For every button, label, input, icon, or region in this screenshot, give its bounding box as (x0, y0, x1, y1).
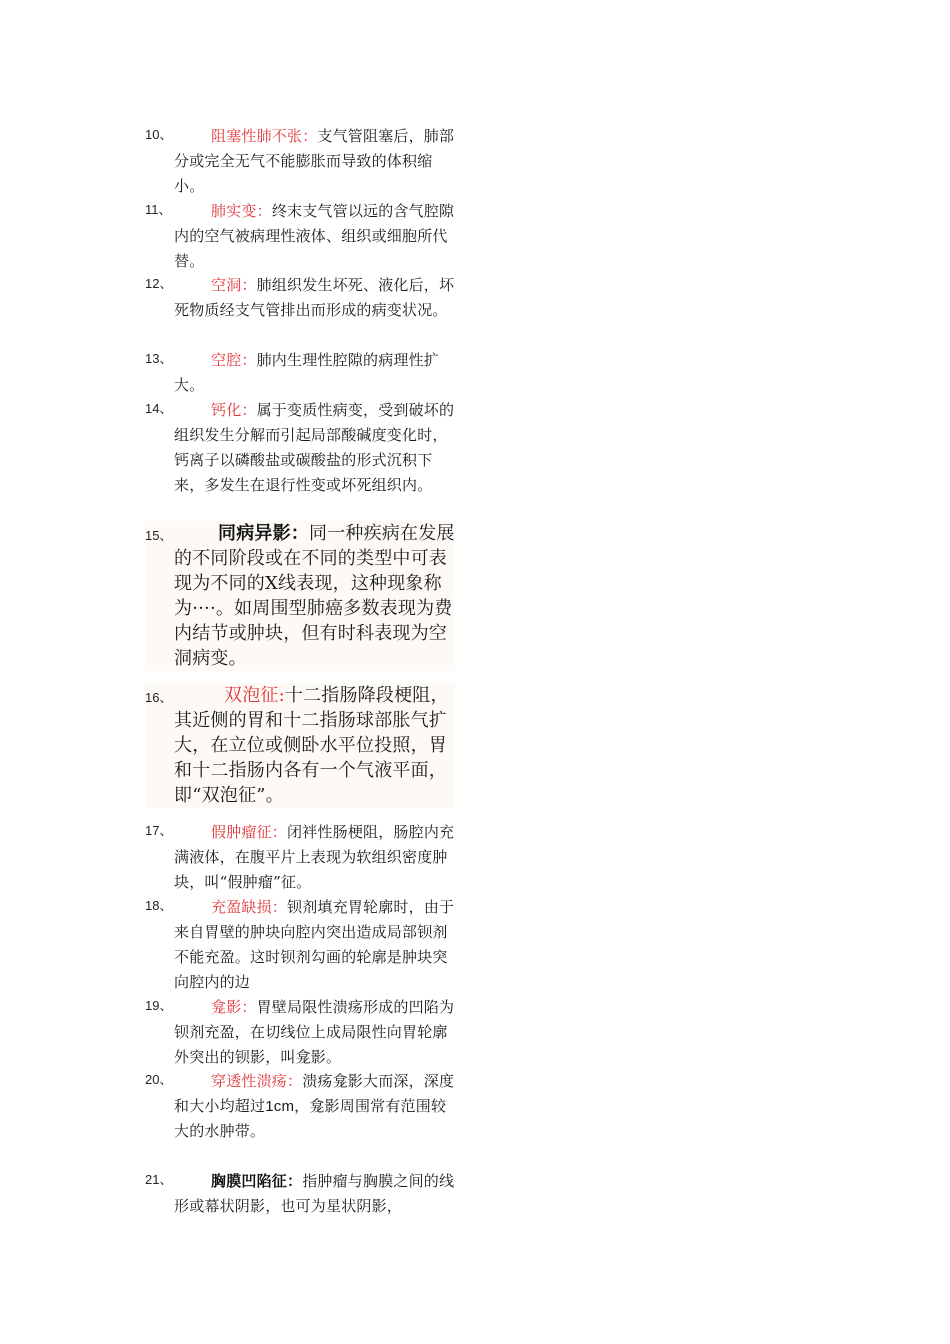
entry-number: 12、 (145, 276, 173, 291)
entry-body-unit: 1cm (265, 1098, 295, 1115)
entry-20 (145, 1069, 455, 1144)
entry-12 (145, 273, 455, 323)
entry-number: 14、 (145, 401, 173, 416)
entry-number: 18、 (145, 898, 173, 913)
entry-body: 同一种疾病在发展的不同阶段或在不同的类型中可表现为不同的X线表现，这种现象称为····。如周围型肺癌多数表现为费内结节或肿块，但有时科表现为空洞病变。 (174, 523, 455, 669)
entry-term: 双泡征: (224, 685, 285, 706)
entry-18 (145, 895, 455, 995)
entry-body: 指肿瘤与胸膜之间的线形或幕状阴影，也可为星状阴影， (174, 1172, 455, 1215)
entry-19 (145, 995, 455, 1070)
entry-body: 属于变质性病变，受到破坏的组织发生分解而引起局部酸碱度变化时，钙离子以磷酸盐或碳酸盐的形式沉积下来，多发生在退行性变或坏死组织内。 (174, 401, 455, 494)
entry-body: 钡剂填充胃轮廓时，由于来自胃壁的肿块向腔内突出造成局部钡剂不能充盈。这时钡剂勾画的轮廓是肿块突向腔内的边 (174, 898, 455, 991)
entry-number: 13、 (145, 351, 173, 366)
entry-term: 充盈缺损： (211, 898, 288, 916)
entry-term: 钙化： (211, 401, 257, 419)
entry-number: 11、 (145, 202, 172, 217)
entry-17 (145, 820, 455, 895)
entry-21 (145, 1169, 455, 1219)
entry-body: 支气管阻塞后，肺部分或完全无气不能膨胀而导致的体积缩小。 (174, 127, 455, 195)
entry-body: 肺内生理性腔隙的病理性扩大。 (174, 351, 440, 394)
entry-11 (145, 199, 455, 274)
entry-body: ，龛影周围常有范围较大的水肿带。 (174, 1097, 447, 1140)
entry-10 (145, 124, 455, 199)
entry-16 (145, 683, 455, 808)
entry-number: 19、 (145, 998, 173, 1013)
entry-term: 胸膜凹陷征： (211, 1172, 303, 1190)
entry-term: 穿透性溃疡： (211, 1072, 303, 1090)
entry-body: 胃壁局限性溃疡形成的凹陷为钡剂充盈，在切线位上成局限性向胃轮廓外突出的钡影，叫龛影。 (174, 998, 455, 1066)
entry-13 (145, 348, 455, 398)
entry-number: 10、 (145, 127, 173, 142)
entry-number: 17、 (145, 823, 173, 838)
entry-body: 闭袢性肠梗阻，肠腔内充满液体，在腹平片上表现为软组织密度肿块，叫“假肿瘤”征。 (174, 823, 455, 891)
entry-term: 同病异影： (218, 523, 309, 544)
entry-number: 15、 (145, 528, 173, 543)
entry-term: 假肿瘤征： (211, 823, 288, 841)
entry-term: 空洞： (211, 276, 257, 294)
entry-number: 21、 (145, 1172, 173, 1187)
entry-number: 16、 (145, 690, 173, 705)
entry-term: 肺实变： (211, 202, 272, 220)
entry-term: 龛影： (211, 998, 257, 1016)
entry-15 (145, 521, 455, 671)
entry-body: 终末支气管以远的含气腔隙内的空气被病理性液体、组织或细胞所代替。 (174, 202, 455, 270)
entry-term: 阻塞性肺不张： (211, 127, 318, 145)
entry-term: 空腔： (211, 351, 257, 369)
entry-body: 溃疡龛影大而深，深度和大小均超过 (174, 1072, 455, 1115)
entry-body: 肺组织发生坏死、液化后，坏死物质经支气管排出而形成的病变状况。 (174, 276, 455, 319)
entry-14 (145, 398, 455, 498)
entry-body: 十二指肠降段梗阻，其近侧的胃和十二指肠球部胀气扩大，在立位或侧卧水平位投照，胃和十二指肠内各有一个气液平面，即“双泡征”。 (174, 685, 449, 806)
entry-number: 20、 (145, 1072, 173, 1087)
